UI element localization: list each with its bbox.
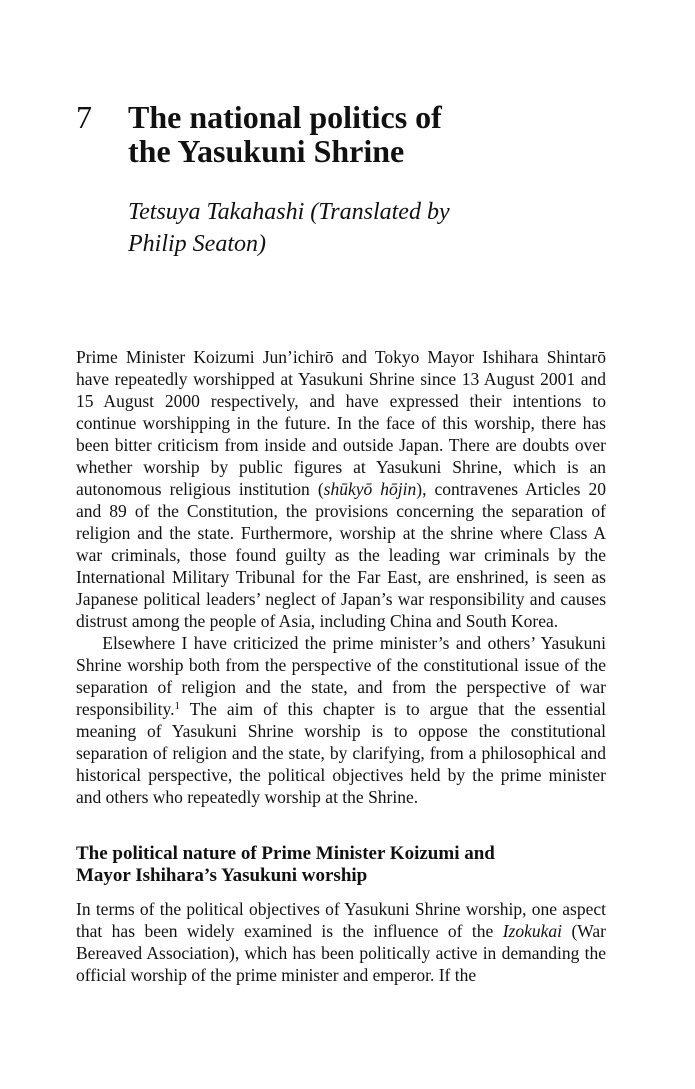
author-line-1: Tetsuya Takahashi (Translated by [128,199,450,225]
chapter-title [128,100,628,168]
intro-text [76,346,606,808]
paragraph-1-italic-term: shūkyō hōjin [323,479,417,499]
paragraph-2-text-a: Elsewhere I have criticized the prime minister’s and others’ Yasukuni Shrine worship both from the perspective of the constitutional issue of the separation of religion and the state, and from the perspective of war responsibility. [76,633,606,719]
paragraph-3-text-b: (War Bereaved Association), which has been politically active in demanding the official worship of the prime minister and emperor. If the [76,921,606,985]
paragraph-3 [76,898,606,986]
paragraph-3-italic-term: Izokukai [502,921,563,941]
paragraph-3-text-a: In terms of the political objectives of Yasukuni Shrine worship, one aspect that has been widely examined is the influence of the [76,899,606,941]
chapter-author [128,196,608,260]
paragraph-1-text-a: Prime Minister Koizumi Jun’ichirō and Tokyo Mayor Ishihara Shintarō have repeatedly worshipped at Yasukuni Shrine since 13 August 2001 and 15 August 2000 respectively, and have expressed their intentions to continue worshipping in the future. In the face of this worship, there has been bitter criticism from inside and outside Japan. There are doubts over whether worship by public figures at Yasukuni Shrine, which is an autonomous religious institution ( [76,347,606,499]
paragraph-2-text-b: The aim of this chapter is to argue that the essential meaning of Yasukuni Shrine worship is to oppose the constitutional separation of religion and the state, by clarifying, from a philosophical and historical perspective, the political objectives held by the prime minister and others who repeatedly worship at the Shrine. [76,699,606,807]
footnote-marker[interactable]: 1 [174,700,181,712]
chapter-title-line-1: The national politics of [128,99,442,135]
chapter-title-line-2: the Yasukuni Shrine [128,133,405,169]
section-heading [76,843,606,887]
paragraph-2 [76,632,606,808]
author-line-2: Philip Seaton) [128,231,266,257]
section-heading-line-2: Mayor Ishihara’s Yasukuni worship [76,865,368,886]
section-heading-line-1: The political nature of Prime Minister Koizumi and [76,843,495,864]
paragraph-1 [76,346,606,632]
paragraph-1-text-b: ), contravenes Articles 20 and 89 of the Constitution, the provisions concerning the separation of religion and the state. Furthermore, worship at the shrine where Class A war criminals, those found guilty as the leading war criminals by the International Military Tribunal for the Far East, are enshrined, is seen as Japanese political leaders’ neglect of Japan’s war responsibility and causes distrust among the people of Asia, including China and South Korea. [76,479,606,631]
chapter-number: 7 [76,99,92,135]
section-text [76,898,606,986]
